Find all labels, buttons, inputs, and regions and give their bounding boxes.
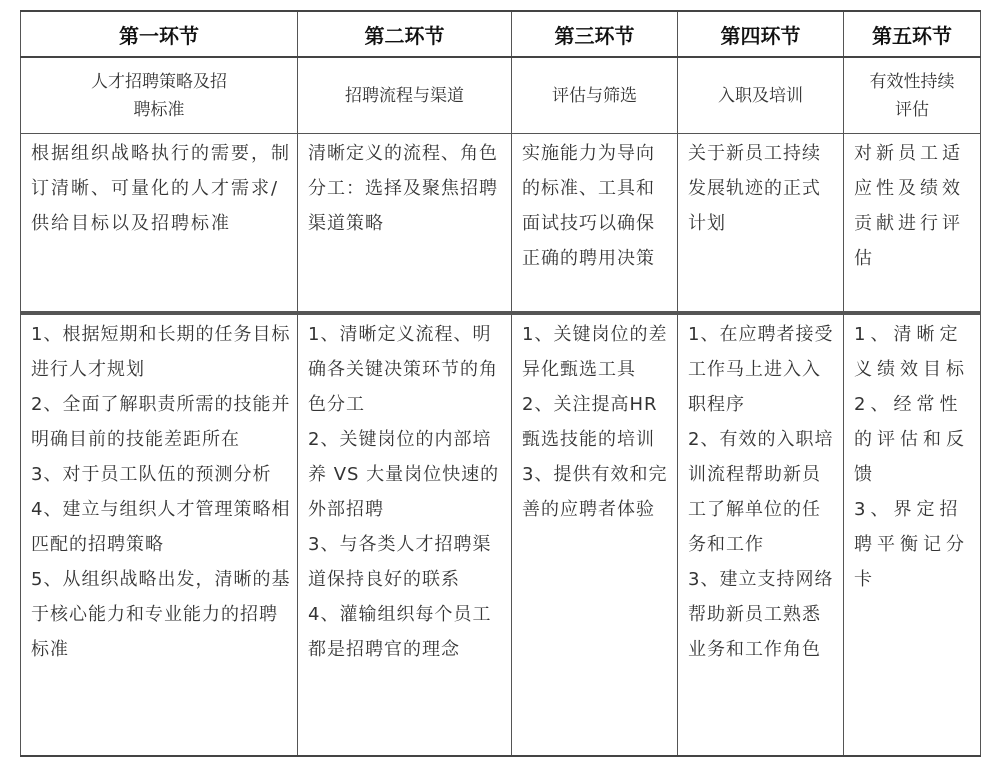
description-stage-5: 对新员工适应性及绩效贡献进行评估 [844, 134, 981, 315]
topic-stage-4 [678, 57, 844, 134]
header-row [21, 11, 981, 57]
topic-stage-2 [298, 57, 512, 134]
topic-label: 有效性持续评估 [869, 71, 955, 120]
details-stage-5 [844, 315, 981, 757]
topic-label: 人才招聘策略及招聘标准 [91, 71, 227, 120]
topic-stage-3 [512, 57, 678, 134]
detail-item: 2、关键岗位的内部培养 VS 大量岗位快速的外部招聘 [308, 429, 500, 520]
header-stage-2: 第二环节 [298, 11, 512, 57]
topic-label: 入职及培训 [718, 85, 803, 106]
detail-item: 3、界定招聘平衡记分卡 [854, 499, 969, 590]
detail-row [21, 315, 981, 757]
header-stage-5: 第五环节 [844, 11, 981, 57]
description-stage-4: 关于新员工持续发展轨迹的正式计划 [678, 134, 844, 315]
header-stage-3: 第三环节 [512, 11, 678, 57]
topic-stage-1 [21, 57, 298, 134]
detail-item: 5、从组织战略出发，清晰的基于核心能力和专业能力的招聘标准 [31, 569, 291, 660]
detail-item: 3、建立支持网络帮助新员工熟悉业务和工作角色 [688, 569, 834, 660]
detail-item: 1、根据短期和长期的任务目标进行人才规划 [31, 324, 291, 380]
description-row [21, 134, 981, 315]
detail-item: 3、提供有效和完善的应聘者体验 [522, 464, 668, 520]
detail-item: 1、在应聘者接受工作马上进入入职程序 [688, 324, 834, 415]
topic-row [21, 57, 981, 134]
detail-item: 2、经常性的评估和反馈 [854, 394, 969, 485]
details-stage-3 [512, 315, 678, 757]
description-stage-3: 实施能力为导向的标准、工具和面试技巧以确保正确的聘用决策 [512, 134, 678, 315]
details-stage-2 [298, 315, 512, 757]
detail-item: 3、与各类人才招聘渠道保持良好的联系 [308, 534, 492, 590]
recruitment-stages-table [20, 10, 981, 757]
detail-item: 1、清晰定义绩效目标 [854, 324, 969, 380]
detail-item: 3、对于员工队伍的预测分析 [31, 464, 272, 485]
detail-item: 4、建立与组织人才管理策略相匹配的招聘策略 [31, 499, 291, 555]
detail-item: 2、关注提高HR甄选技能的培训 [522, 394, 658, 450]
detail-item: 1、关键岗位的差异化甄选工具 [522, 324, 668, 380]
details-stage-1 [21, 315, 298, 757]
description-stage-1: 根据组织战略执行的需要，制订清晰、可量化的人才需求/供给目标以及招聘标准 [21, 134, 298, 315]
detail-item: 2、全面了解职责所需的技能并明确目前的技能差距所在 [31, 394, 291, 450]
detail-item: 1、清晰定义流程、明确各关键决策环节的角色分工 [308, 324, 498, 415]
topic-label: 评估与筛选 [552, 85, 637, 106]
topic-label: 招聘流程与渠道 [345, 85, 464, 106]
detail-item: 2、有效的入职培训流程帮助新员工了解单位的任务和工作 [688, 429, 834, 555]
detail-item: 4、灌输组织每个员工都是招聘官的理念 [308, 604, 492, 660]
header-stage-4: 第四环节 [678, 11, 844, 57]
description-stage-2: 清晰定义的流程、角色分工：选择及聚焦招聘渠道策略 [298, 134, 512, 315]
details-stage-4 [678, 315, 844, 757]
topic-stage-5 [844, 57, 981, 134]
header-stage-1: 第一环节 [21, 11, 298, 57]
